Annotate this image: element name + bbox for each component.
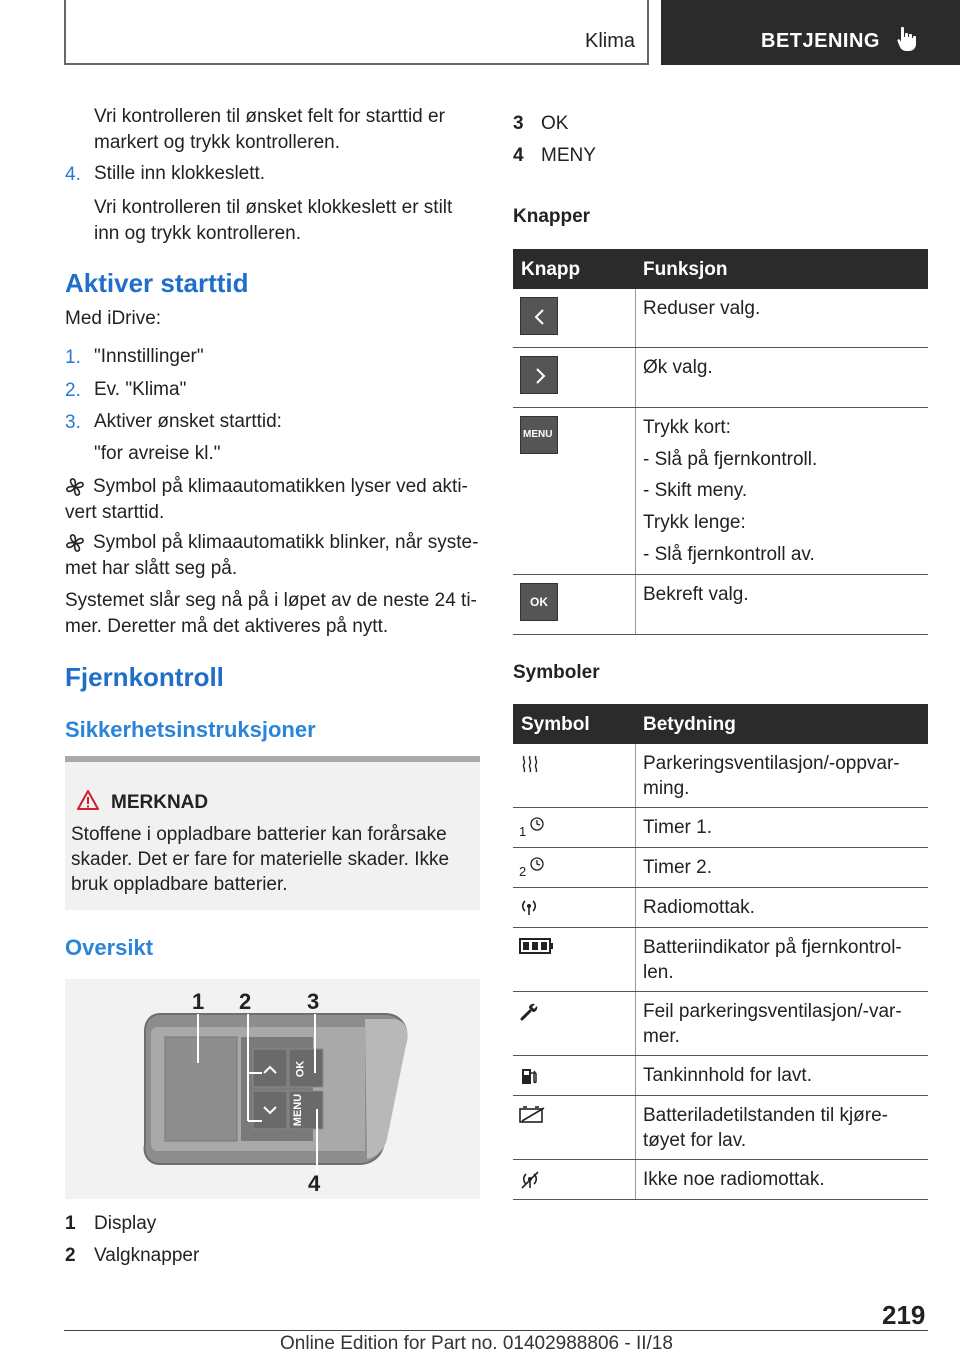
heading-safety-instructions: Sikkerhetsinstruksjoner xyxy=(65,717,316,742)
radio-reception-icon xyxy=(519,898,539,916)
row-meaning-text: Radiomottak. xyxy=(643,897,755,918)
header-knapp: Knapp xyxy=(521,259,581,280)
legend-1-number: 1 xyxy=(65,1213,76,1234)
row-function-text: Trykk lenge: xyxy=(643,512,746,533)
row-function-text: - Slå fjernkontroll av. xyxy=(643,544,815,565)
row-meaning-text: ming. xyxy=(643,778,690,799)
row-function-text: Øk valg. xyxy=(643,357,713,378)
intro-line-1: Vri kontrolleren til ønsket felt for starttid er xyxy=(94,106,445,127)
battery-indicator-icon xyxy=(519,938,555,954)
timer-2-number: 2 xyxy=(519,864,527,879)
note-title: MERKNAD xyxy=(111,792,209,813)
legend-4-text: MENY xyxy=(541,145,596,166)
legend-1-text: Display xyxy=(94,1213,157,1234)
table-row xyxy=(513,928,928,992)
table-row xyxy=(513,289,928,348)
row-function-text: Reduser valg. xyxy=(643,298,761,319)
table-row xyxy=(513,408,928,575)
heading-activate-start-time: Aktiver starttid xyxy=(65,268,249,298)
step-4-detail-1: Vri kontrolleren til ønsket klokkeslett er stilt xyxy=(94,197,453,218)
legend-3-number: 3 xyxy=(513,113,524,134)
step-3-detail: "for avreise kl." xyxy=(94,443,221,464)
parking-ventilation-icon xyxy=(519,754,541,774)
table-row xyxy=(513,1096,928,1160)
battery-low-icon xyxy=(519,1106,547,1124)
right-arrow-button-icon xyxy=(520,356,558,394)
table-row xyxy=(513,348,928,408)
buttons-heading: Knapper xyxy=(513,206,591,227)
warning-note-box xyxy=(65,756,480,910)
row-meaning-text: Tankinnhold for lavt. xyxy=(643,1065,812,1086)
remote-control-figure xyxy=(65,979,480,1199)
table-row xyxy=(513,744,928,808)
step-1-text: "Innstillinger" xyxy=(94,346,204,367)
wrench-icon xyxy=(519,1002,539,1022)
timer-2-icon xyxy=(529,856,545,872)
row-function-text: Bekreft valg. xyxy=(643,584,749,605)
legend-2-number: 2 xyxy=(65,1245,76,1266)
row-meaning-text: Ikke noe radiomottak. xyxy=(643,1169,825,1190)
step-3-number: 3. xyxy=(65,412,81,433)
heading-remote-control: Fjernkontroll xyxy=(65,662,224,692)
symbols-heading: Symboler xyxy=(513,662,600,683)
header-chapter-box xyxy=(661,0,960,65)
row-meaning-text: mer. xyxy=(643,1026,680,1047)
footer-divider xyxy=(64,1330,928,1331)
symbol-note-2-line-2: met har slått seg på. xyxy=(65,558,238,579)
remote-control-illustration xyxy=(65,979,480,1199)
note-line-3: bruk oppladbare batterier. xyxy=(71,874,288,895)
left-arrow-button-icon xyxy=(520,297,558,335)
step-1-number: 1. xyxy=(65,347,81,368)
menu-button-icon: MENU xyxy=(520,416,558,454)
figure-label-2: 2 xyxy=(239,989,252,1014)
row-meaning-text: Feil parkeringsventilasjon/-var- xyxy=(643,1001,902,1022)
buttons-table-header xyxy=(513,249,928,289)
system-line-2: mer. Deretter må det aktiveres på nytt. xyxy=(65,616,389,637)
symbol-note-1-line-2: vert starttid. xyxy=(65,502,165,523)
row-meaning-text: tøyet for lav. xyxy=(643,1130,747,1151)
table-row xyxy=(513,1056,928,1096)
warning-triangle-icon xyxy=(76,789,100,811)
table-row xyxy=(513,992,928,1056)
row-function-text: Trykk kort: xyxy=(643,417,731,438)
system-line-1: Systemet slår seg nå på i løpet av de neste 24 ti- xyxy=(65,590,477,611)
symbol-note-2-line-1: Symbol på klimaautomatikk blinker, når syste- xyxy=(93,532,479,553)
header-symbol: Symbol xyxy=(521,714,590,735)
row-meaning-text: Timer 1. xyxy=(643,817,712,838)
step-2-number: 2. xyxy=(65,380,81,401)
row-meaning-text: Timer 2. xyxy=(643,857,712,878)
legend-2-text: Valgknapper xyxy=(94,1245,200,1266)
header-funksjon: Funksjon xyxy=(643,259,728,280)
table-row xyxy=(513,808,928,848)
figure-label-1: 1 xyxy=(192,989,205,1014)
footer-edition: Online Edition for Part no. 01402988806 - II/18 xyxy=(280,1333,673,1354)
note-line-1: Stoffene i oppladbare batterier kan forårsake xyxy=(71,824,447,845)
heading-overview: Oversikt xyxy=(65,935,154,960)
legend-3-text: OK xyxy=(541,113,569,134)
symbols-table-header xyxy=(513,704,928,744)
fuel-pump-icon xyxy=(519,1066,539,1086)
header-section-title: Klima xyxy=(584,30,635,52)
figure-menu-label: MENU xyxy=(292,1093,305,1127)
ok-button-icon: OK xyxy=(520,583,558,621)
intro-line-2: markert og trykk kontrolleren. xyxy=(94,132,341,153)
row-function-text: - Slå på fjernkontroll. xyxy=(643,449,818,470)
no-radio-reception-icon xyxy=(519,1170,541,1190)
legend-4-number: 4 xyxy=(513,145,524,166)
with-idrive-label: Med iDrive: xyxy=(65,308,162,329)
row-meaning-text: Batteriindikator på fjernkontrol- xyxy=(643,937,902,958)
step-3-text: Aktiver ønsket starttid: xyxy=(94,411,282,432)
row-function-text: - Skift meny. xyxy=(643,480,748,501)
note-line-2: skader. Det er fare for materielle skader. Ikke xyxy=(71,849,450,870)
pointing-hand-icon xyxy=(897,26,919,52)
row-meaning-text: len. xyxy=(643,962,674,983)
header-chapter-title: BETJENING xyxy=(761,30,880,52)
table-row xyxy=(513,575,928,635)
header-betydning: Betydning xyxy=(643,714,736,735)
header-section-box xyxy=(64,0,649,65)
row-meaning-text: Batteriladetilstanden til kjøre- xyxy=(643,1105,888,1126)
figure-label-3: 3 xyxy=(307,989,320,1014)
fan-icon xyxy=(65,533,85,553)
step-4-number: 4. xyxy=(65,164,81,185)
table-row xyxy=(513,1160,928,1200)
step-2-text: Ev. "Klima" xyxy=(94,379,187,400)
table-row xyxy=(513,888,928,928)
figure-label-4: 4 xyxy=(308,1171,321,1196)
figure-ok-label: OK xyxy=(294,1060,307,1078)
table-row xyxy=(513,848,928,888)
fan-icon xyxy=(65,477,85,497)
row-meaning-text: Parkeringsventilasjon/-oppvar- xyxy=(643,753,900,774)
page-number: 219 xyxy=(882,1300,926,1330)
step-4-detail-2: inn og trykk kontrolleren. xyxy=(94,223,301,244)
symbol-note-1-line-1: Symbol på klimaautomatikken lyser ved akti- xyxy=(93,476,468,497)
timer-1-number: 1 xyxy=(519,824,527,839)
step-4-text: Stille inn klokkeslett. xyxy=(94,163,266,184)
timer-1-icon xyxy=(529,816,545,832)
